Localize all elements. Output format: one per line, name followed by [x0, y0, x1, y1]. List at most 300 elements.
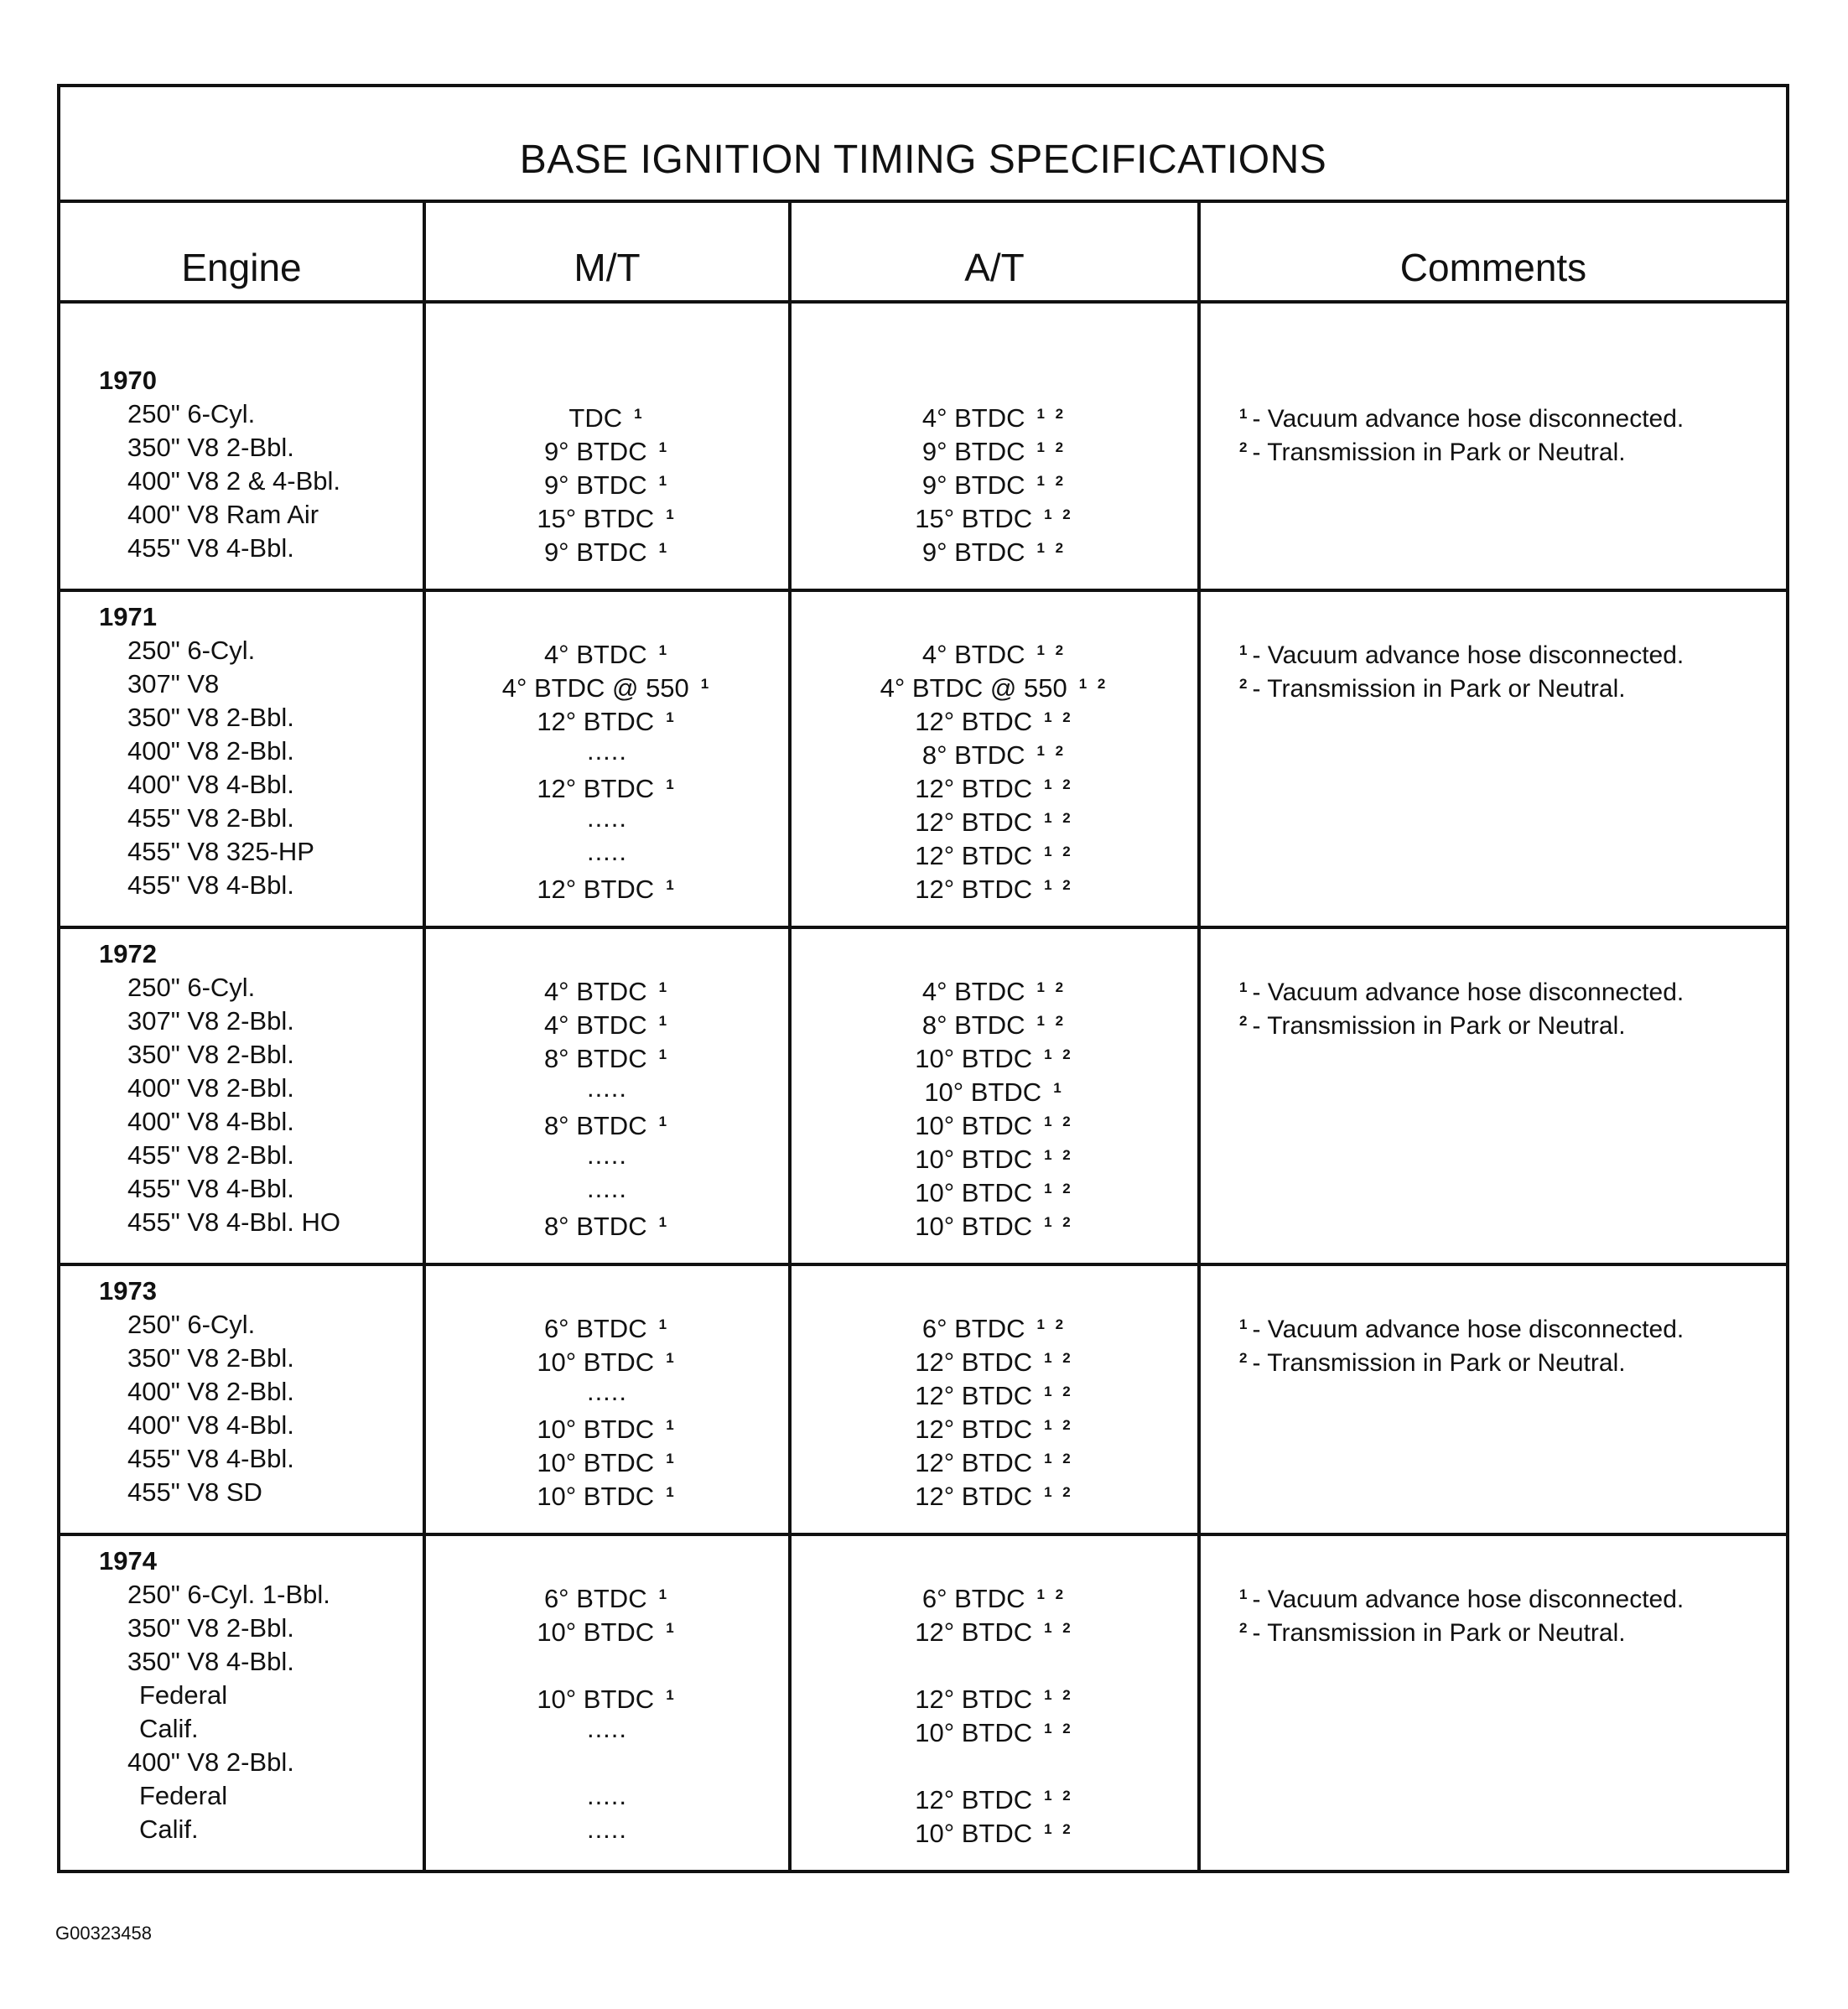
- footnote-ref: 1 2: [1044, 1181, 1074, 1197]
- engine-name: 455" V8 2-Bbl.: [127, 1140, 294, 1170]
- year-label: 1973: [99, 1276, 157, 1306]
- mt-cell: [426, 304, 792, 589]
- footnote-ref: 1 2: [1036, 439, 1067, 455]
- at-value: [792, 1442, 1197, 1476]
- spec-value: 9° BTDC: [543, 437, 647, 466]
- footnote-ref: 1: [666, 1451, 677, 1467]
- mt-cell: [426, 592, 792, 926]
- mt-value: [426, 1206, 788, 1239]
- spec-value: 12° BTDC: [915, 1685, 1033, 1714]
- column-header-comments: Comments: [1399, 246, 1587, 289]
- at-value: [792, 802, 1197, 835]
- spec-value: 10° BTDC: [915, 1178, 1033, 1207]
- column-header-engine: Engine: [60, 203, 426, 300]
- at-value: [792, 431, 1197, 465]
- spacer-line: [426, 1274, 788, 1308]
- footnote-marker: 1: [1239, 979, 1248, 995]
- at-value: [792, 1578, 1197, 1612]
- footnote-ref: 1: [666, 506, 677, 522]
- footnote-marker: 2: [1239, 439, 1248, 455]
- engine-name: 400" V8 2-Bbl.: [127, 736, 294, 766]
- spacer-line: [792, 600, 1197, 634]
- engine-name: 350" V8 2-Bbl.: [127, 433, 294, 462]
- spec-value: 9° BTDC: [921, 537, 1025, 567]
- spec-value: 12° BTDC: [537, 875, 655, 904]
- spec-value: 10° BTDC: [537, 1448, 655, 1477]
- spec-value: .....: [586, 837, 628, 866]
- spec-value: 12° BTDC: [915, 1347, 1033, 1377]
- footnote-ref: 1: [700, 676, 713, 692]
- spec-value: 6° BTDC: [921, 1584, 1025, 1613]
- at-value: [792, 1813, 1197, 1846]
- footnote-ref: 1 2: [1044, 1214, 1074, 1230]
- spec-value: 12° BTDC: [915, 1448, 1033, 1477]
- mt-cell: [426, 929, 792, 1263]
- mt-value: [426, 869, 788, 902]
- engine-name: Federal: [139, 1781, 228, 1810]
- spec-value: 4° BTDC: [543, 640, 647, 669]
- at-value: [792, 1476, 1197, 1509]
- footnote-2: [1201, 1342, 1786, 1375]
- spec-value: 9° BTDC: [543, 470, 647, 500]
- year-group-1971: [60, 592, 1786, 929]
- engine-name: 400" V8 Ram Air: [127, 500, 319, 529]
- spacer-line: [1201, 937, 1786, 971]
- engine-name: 307" V8: [127, 669, 220, 698]
- footnote-ref: 1 2: [1044, 1721, 1074, 1736]
- spec-value: 10° BTDC: [915, 1212, 1033, 1241]
- spec-value: 15° BTDC: [915, 504, 1033, 533]
- spacer-line: [1201, 1274, 1786, 1308]
- spec-value: 4° BTDC: [921, 640, 1025, 669]
- engine-name: 350" V8 4-Bbl.: [127, 1647, 294, 1676]
- footnote-2: [1201, 1612, 1786, 1645]
- spec-value: 10° BTDC: [915, 1111, 1033, 1140]
- mt-value: [426, 835, 788, 869]
- engine-cell: [60, 304, 426, 589]
- timing-spec-table: [57, 84, 1789, 1873]
- spec-value: 8° BTDC: [921, 1010, 1025, 1040]
- mt-value: [426, 1813, 788, 1846]
- spacer-line: [792, 1274, 1197, 1308]
- spec-value: 4° BTDC: [543, 977, 647, 1006]
- at-cell: [792, 1536, 1201, 1870]
- engine-name: 250" 6-Cyl.: [127, 973, 256, 1002]
- engine-cell: [60, 929, 426, 1263]
- spacer-line: [1201, 600, 1786, 634]
- footnote-ref: 1 2: [1044, 1046, 1074, 1062]
- spec-value: 8° BTDC: [543, 1044, 647, 1073]
- footnote-2: [1201, 431, 1786, 465]
- footnote-marker: 2: [1239, 676, 1248, 692]
- spec-value: 12° BTDC: [915, 774, 1033, 803]
- engine-name: 250" 6-Cyl. 1-Bbl.: [127, 1580, 330, 1609]
- engine-name: 250" 6-Cyl.: [127, 636, 256, 665]
- footnote-ref: 1 2: [1044, 1687, 1074, 1703]
- mt-value: [426, 1746, 788, 1779]
- spec-value: 10° BTDC: [537, 1482, 655, 1511]
- spec-value: 10° BTDC: [537, 1347, 655, 1377]
- engine-name: 455" V8 4-Bbl.: [127, 1444, 294, 1473]
- spec-value: 8° BTDC: [543, 1212, 647, 1241]
- spec-value: 9° BTDC: [921, 437, 1025, 466]
- spec-value: 6° BTDC: [543, 1314, 647, 1343]
- mt-value: [426, 735, 788, 768]
- engine-name: 455" V8 4-Bbl.: [127, 533, 294, 563]
- spec-value: 10° BTDC: [915, 1718, 1033, 1747]
- footnote-ref: 1: [658, 1114, 671, 1129]
- at-value: [792, 768, 1197, 802]
- spec-value: 8° BTDC: [543, 1111, 647, 1140]
- engine-name: 455" V8 2-Bbl.: [127, 803, 294, 833]
- footnote-ref: 1 2: [1044, 1417, 1074, 1433]
- footnote-2: [1201, 667, 1786, 701]
- mt-value: [426, 1308, 788, 1342]
- mt-cell: [426, 1536, 792, 1870]
- footnote-ref: 1: [666, 1687, 677, 1703]
- column-header-mt: M/T: [426, 203, 792, 300]
- engine-name: 307" V8 2-Bbl.: [127, 1006, 294, 1036]
- footnote-marker: 2: [1239, 1013, 1248, 1029]
- spec-value: 4° BTDC: [543, 1010, 647, 1040]
- mt-value: [426, 971, 788, 1004]
- mt-value: [426, 465, 788, 498]
- footnote-ref: 1: [658, 1013, 671, 1029]
- footnote-text: - Transmission in Park or Neutral.: [1252, 1619, 1626, 1647]
- spec-value: 15° BTDC: [537, 504, 655, 533]
- spec-value: 6° BTDC: [543, 1584, 647, 1613]
- footnote-ref: 1 2: [1036, 473, 1067, 489]
- mt-value: [426, 1004, 788, 1038]
- year-group-1972: [60, 929, 1786, 1266]
- at-cell: [792, 304, 1201, 589]
- footnote-ref: 1 2: [1036, 1013, 1067, 1029]
- spec-value: 12° BTDC: [915, 1415, 1033, 1444]
- comments-cell: [1201, 1266, 1786, 1533]
- spec-value: 12° BTDC: [537, 707, 655, 736]
- mt-value: [426, 701, 788, 735]
- engine-name: Federal: [139, 1680, 228, 1710]
- mt-value: [426, 1712, 788, 1746]
- year-label: 1971: [99, 602, 157, 631]
- spacer-line: [426, 1544, 788, 1578]
- footnote-ref: 1 2: [1044, 877, 1074, 893]
- spacer-line: [792, 937, 1197, 971]
- footnote-ref: 1 2: [1044, 1484, 1074, 1500]
- at-value: [792, 1206, 1197, 1239]
- spec-value: .....: [586, 803, 628, 833]
- footnote-ref: 1 2: [1036, 743, 1067, 759]
- engine-name: 400" V8 4-Bbl.: [127, 1410, 294, 1440]
- footnote-ref: 1: [634, 406, 646, 422]
- footnote-marker: 1: [1239, 1586, 1248, 1602]
- footnote-ref: 1 2: [1044, 709, 1074, 725]
- footnote-ref: 1 2: [1044, 844, 1074, 859]
- spec-value: 4° BTDC: [921, 403, 1025, 433]
- footnote-ref: 1 2: [1036, 642, 1067, 658]
- spacer-line: [792, 1544, 1197, 1578]
- spec-value: 12° BTDC: [915, 875, 1033, 904]
- at-value: [792, 1308, 1197, 1342]
- footnote-ref: 1: [658, 540, 671, 556]
- engine-cell: [60, 592, 426, 926]
- at-value: [792, 971, 1197, 1004]
- year-group-1974: [60, 1536, 1786, 1870]
- footnote-text: - Transmission in Park or Neutral.: [1252, 439, 1626, 466]
- at-value: [792, 1746, 1197, 1779]
- engine-name: 250" 6-Cyl.: [127, 1310, 256, 1339]
- mt-value: [426, 1139, 788, 1172]
- at-value: [792, 634, 1197, 667]
- footnote-marker: 1: [1239, 642, 1248, 658]
- spec-value: 10° BTDC: [924, 1077, 1042, 1107]
- engine-name: Calif.: [139, 1814, 199, 1844]
- mt-value: [426, 1375, 788, 1409]
- at-value: [792, 701, 1197, 735]
- at-cell: [792, 1266, 1201, 1533]
- spacer-line: [1201, 1544, 1786, 1578]
- at-value: [792, 1342, 1197, 1375]
- footnote-ref: 1 2: [1036, 406, 1067, 422]
- spec-value: .....: [586, 1781, 628, 1810]
- mt-value: [426, 1612, 788, 1645]
- footnote-ref: 1: [658, 1046, 671, 1062]
- at-value: [792, 667, 1197, 701]
- engine-name: 350" V8 2-Bbl.: [127, 1040, 294, 1069]
- spec-value: 4° BTDC: [921, 977, 1025, 1006]
- footnote-ref: 1 2: [1044, 1821, 1074, 1837]
- at-cell: [792, 592, 1201, 926]
- engine-name: 400" V8 2-Bbl.: [127, 1377, 294, 1406]
- at-value: [792, 1645, 1197, 1679]
- footnote-ref: 1 2: [1036, 1586, 1067, 1602]
- mt-value: [426, 498, 788, 532]
- comments-cell: [1201, 929, 1786, 1263]
- engine-name: 400" V8 4-Bbl.: [127, 770, 294, 799]
- footnote-ref: 1 2: [1036, 1316, 1067, 1332]
- footnote-ref: 1: [658, 439, 671, 455]
- mt-value: [426, 1342, 788, 1375]
- footnote-1: [1201, 971, 1786, 1004]
- spec-value: 6° BTDC: [921, 1314, 1025, 1343]
- comments-cell: [1201, 1536, 1786, 1870]
- at-value: [792, 1038, 1197, 1072]
- footnote-ref: 1: [666, 877, 677, 893]
- engine-cell: [60, 1266, 426, 1533]
- engine-name: 250" 6-Cyl.: [127, 399, 256, 428]
- at-value: [792, 1172, 1197, 1206]
- spec-value: 12° BTDC: [915, 1482, 1033, 1511]
- spec-value: 4° BTDC @ 550: [880, 673, 1067, 703]
- spec-value: 10° BTDC: [537, 1685, 655, 1714]
- spec-value: .....: [586, 1814, 628, 1844]
- footnote-ref: 1: [658, 1586, 671, 1602]
- comments-cell: [1201, 304, 1786, 589]
- spec-value: .....: [586, 1174, 628, 1203]
- at-value: [792, 498, 1197, 532]
- year-label: 1974: [99, 1546, 157, 1576]
- footnote-marker: 1: [1239, 406, 1248, 422]
- footnote-ref: 1: [658, 979, 671, 995]
- spec-value: 12° BTDC: [915, 707, 1033, 736]
- year-label: 1970: [99, 366, 157, 395]
- spec-value: 12° BTDC: [537, 774, 655, 803]
- footnote-ref: 1: [658, 473, 671, 489]
- at-value: [792, 1004, 1197, 1038]
- spec-value: 12° BTDC: [915, 1381, 1033, 1410]
- mt-cell: [426, 1266, 792, 1533]
- mt-value: [426, 431, 788, 465]
- mt-value: [426, 397, 788, 431]
- footnote-1: [1201, 397, 1786, 431]
- mt-value: [426, 768, 788, 802]
- mt-value: [426, 1172, 788, 1206]
- spec-value: .....: [586, 1140, 628, 1170]
- footnote-text: - Vacuum advance hose disconnected.: [1252, 979, 1684, 1006]
- at-value: [792, 1779, 1197, 1813]
- footnote-2: [1201, 1004, 1786, 1038]
- spec-value: 8° BTDC: [921, 740, 1025, 770]
- column-header-row: [60, 203, 1786, 304]
- spec-value: TDC: [568, 403, 623, 433]
- footnote-text: - Vacuum advance hose disconnected.: [1252, 641, 1684, 669]
- footnote-ref: 1 2: [1044, 506, 1074, 522]
- spacer-line: [1201, 364, 1786, 397]
- footnote-ref: 1 2: [1044, 1788, 1074, 1804]
- at-value: [792, 1612, 1197, 1645]
- spec-value: 10° BTDC: [537, 1617, 655, 1647]
- engine-name: Calif.: [139, 1714, 199, 1743]
- footnote-ref: 1: [658, 1214, 671, 1230]
- footnote-ref: 1 2: [1044, 1350, 1074, 1366]
- year-group-1970: [60, 304, 1786, 592]
- at-value: [792, 735, 1197, 768]
- year-groups: [60, 304, 1786, 1870]
- spec-value: 10° BTDC: [915, 1145, 1033, 1174]
- spec-value: 10° BTDC: [915, 1044, 1033, 1073]
- footnote-1: [1201, 1308, 1786, 1342]
- at-value: [792, 1139, 1197, 1172]
- footnote-ref: 1 2: [1044, 1383, 1074, 1399]
- column-header-at: A/T: [792, 203, 1201, 300]
- spec-value: 4° BTDC @ 550: [501, 673, 689, 703]
- spec-value: 9° BTDC: [921, 470, 1025, 500]
- at-value: [792, 1072, 1197, 1105]
- footnote-ref: 1: [666, 1417, 677, 1433]
- engine-name: 350" V8 2-Bbl.: [127, 703, 294, 732]
- spec-value: .....: [586, 736, 628, 766]
- mt-value: [426, 1442, 788, 1476]
- footnote-ref: 1: [666, 776, 677, 792]
- footnote-ref: 1: [658, 642, 671, 658]
- spec-value: 10° BTDC: [537, 1415, 655, 1444]
- engine-name: 455" V8 4-Bbl. HO: [127, 1207, 340, 1237]
- engine-name: 455" V8 4-Bbl.: [127, 1174, 294, 1203]
- at-cell: [792, 929, 1201, 1263]
- engine-name: 400" V8 2 & 4-Bbl.: [127, 466, 340, 496]
- footnote-ref: 1: [658, 1316, 671, 1332]
- footnote-ref: 1 2: [1044, 810, 1074, 826]
- mt-value: [426, 802, 788, 835]
- spacer-line: [426, 364, 788, 397]
- engine-name: 350" V8 2-Bbl.: [127, 1613, 294, 1643]
- at-value: [792, 1712, 1197, 1746]
- footnote-ref: 1 2: [1036, 979, 1067, 995]
- engine-name: 455" V8 325-HP: [127, 837, 314, 866]
- at-value: [792, 397, 1197, 431]
- year-group-1973: [60, 1266, 1786, 1536]
- spacer-line: [426, 937, 788, 971]
- year-label: 1972: [99, 939, 157, 968]
- footnote-ref: 1 2: [1036, 540, 1067, 556]
- footnote-ref: 1: [666, 1620, 677, 1636]
- spec-value: .....: [586, 1073, 628, 1103]
- footnote-text: - Transmission in Park or Neutral.: [1252, 1012, 1626, 1040]
- mt-value: [426, 667, 788, 701]
- footnote-marker: 1: [1239, 1316, 1248, 1332]
- footnote-marker: 2: [1239, 1350, 1248, 1366]
- mt-value: [426, 1476, 788, 1509]
- mt-value: [426, 1779, 788, 1813]
- footnote-1: [1201, 634, 1786, 667]
- footnote-text: - Vacuum advance hose disconnected.: [1252, 405, 1684, 433]
- mt-value: [426, 1105, 788, 1139]
- footnote-ref: 1 2: [1044, 1147, 1074, 1163]
- footnote-text: - Vacuum advance hose disconnected.: [1252, 1586, 1684, 1613]
- spec-value: .....: [586, 1714, 628, 1743]
- at-value: [792, 1679, 1197, 1712]
- mt-value: [426, 532, 788, 565]
- spec-value: 12° BTDC: [915, 1785, 1033, 1814]
- footnote-marker: 2: [1239, 1620, 1248, 1636]
- mt-value: [426, 1038, 788, 1072]
- spec-value: .....: [586, 1377, 628, 1406]
- footnote-ref: 1 2: [1044, 1620, 1074, 1636]
- mt-value: [426, 1645, 788, 1679]
- engine-name: 400" V8 2-Bbl.: [127, 1073, 294, 1103]
- spec-value: 12° BTDC: [915, 1617, 1033, 1647]
- figure-id: G00323458: [55, 1923, 152, 1944]
- footnote-text: - Transmission in Park or Neutral.: [1252, 1349, 1626, 1377]
- mt-value: [426, 1072, 788, 1105]
- engine-name: 350" V8 2-Bbl.: [127, 1343, 294, 1373]
- spec-value: 12° BTDC: [915, 807, 1033, 837]
- mt-value: [426, 1409, 788, 1442]
- footnote-ref: 1 2: [1044, 1114, 1074, 1129]
- at-value: [792, 1375, 1197, 1409]
- footnote-text: - Vacuum advance hose disconnected.: [1252, 1316, 1684, 1343]
- footnote-ref: 1: [666, 1350, 677, 1366]
- engine-name: 455" V8 SD: [127, 1477, 262, 1507]
- footnote-text: - Transmission in Park or Neutral.: [1252, 675, 1626, 703]
- spacer-line: [792, 364, 1197, 397]
- spec-value: 9° BTDC: [543, 537, 647, 567]
- table-title: BASE IGNITION TIMING SPECIFICATIONS: [60, 87, 1786, 203]
- footnote-ref: 1: [666, 709, 677, 725]
- footnote-ref: 1 2: [1044, 1451, 1074, 1467]
- at-value: [792, 835, 1197, 869]
- footnote-ref: 1 2: [1044, 776, 1074, 792]
- mt-value: [426, 1578, 788, 1612]
- spec-value: 10° BTDC: [915, 1819, 1033, 1848]
- mt-value: [426, 634, 788, 667]
- at-value: [792, 532, 1197, 565]
- footnote-1: [1201, 1578, 1786, 1612]
- engine-name: 400" V8 2-Bbl.: [127, 1747, 294, 1777]
- engine-name: 400" V8 4-Bbl.: [127, 1107, 294, 1136]
- engine-cell: [60, 1536, 426, 1870]
- engine-name: 455" V8 4-Bbl.: [127, 870, 294, 900]
